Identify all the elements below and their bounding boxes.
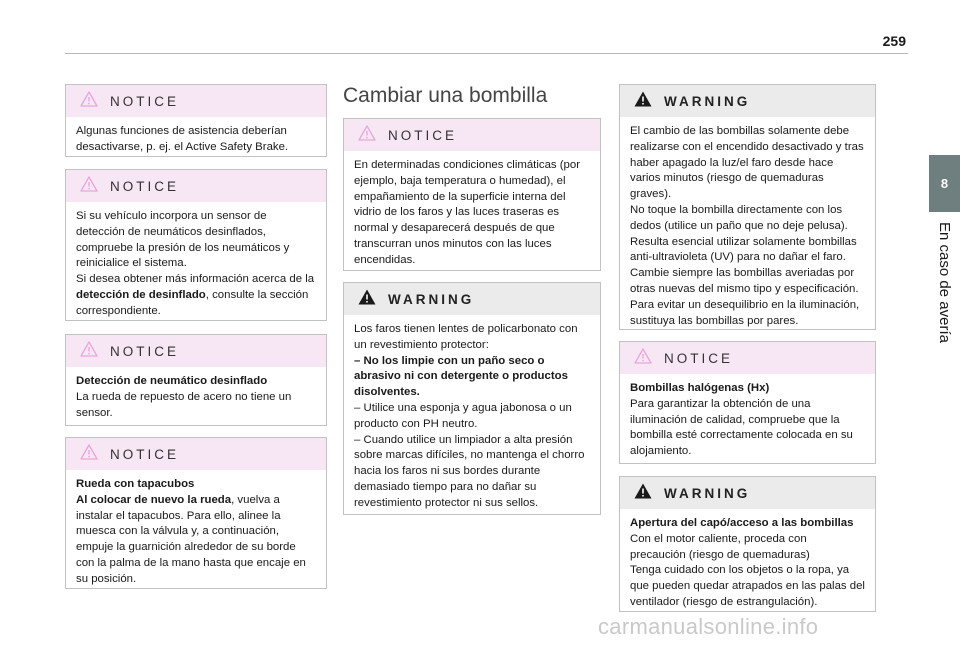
notice-triangle-icon bbox=[80, 176, 98, 197]
warning-title: Apertura del capó/acceso a las bombillas bbox=[630, 517, 854, 529]
notice-title: Rueda con tapacubos bbox=[76, 478, 195, 490]
notice-text: En determinadas condiciones climáticas (por ejemplo, baja temperatura o humedad), el empañamiento de la superficie interna del vidrio de los faros y las luces traseras es normal y desaparecerá después de que transcurran unos minutos con las luces encendidas. bbox=[354, 159, 581, 266]
chapter-title-vertical: En caso de avería bbox=[936, 222, 954, 343]
warning-text: El cambio de las bombillas solamente debe realizarse con el encendido desactivado y tras haber apagado la luz/el faro desde hace varios minutos (riesgo de quemaduras graves). bbox=[630, 125, 864, 201]
warning-item: – Cuando utilice un limpiador a alta presión sobre marcas difíciles, no mantenga el chorro hacia los faros ni sus bordes durante demasiado tiempo para no dañar su revestimiento protector ni sus sellos. bbox=[354, 433, 585, 509]
notice-text: Si desea obtener más información acerca de la detección de desinflado, consulte la sección correspondiente. bbox=[76, 273, 315, 317]
notice-text: Para garantizar la obtención de una iluminación de calidad, compruebe que la bombilla esté correctamente colocada en su alojamiento. bbox=[630, 397, 853, 458]
header-rule bbox=[65, 53, 908, 54]
notice-triangle-icon bbox=[634, 348, 652, 369]
warning-triangle-icon bbox=[358, 289, 376, 310]
section-title: Cambiar una bombilla bbox=[343, 84, 548, 107]
page-number: 259 bbox=[882, 33, 906, 49]
warning-label: WARNING bbox=[664, 93, 751, 109]
notice-box bbox=[65, 84, 327, 157]
warning-text: Tenga cuidado con los objetos o la ropa, ya que pueden quedar atrapados en las palas del ventilador (riesgo de estrangulación). bbox=[630, 564, 865, 608]
chapter-tab[interactable]: 8 bbox=[929, 155, 960, 212]
warning-box bbox=[619, 476, 876, 612]
notice-header bbox=[620, 342, 875, 374]
notice-triangle-icon bbox=[80, 444, 98, 465]
warning-header bbox=[620, 85, 875, 117]
notice-label: NOTICE bbox=[110, 446, 180, 462]
warning-box bbox=[343, 282, 601, 515]
warning-triangle-icon bbox=[634, 91, 652, 112]
warning-triangle-icon bbox=[634, 483, 652, 504]
warning-text: Con el motor caliente, proceda con precaución (riesgo de quemaduras) bbox=[630, 532, 810, 561]
warning-box bbox=[619, 84, 876, 330]
notice-triangle-icon bbox=[80, 341, 98, 362]
warning-label: WARNING bbox=[664, 485, 751, 501]
notice-label: NOTICE bbox=[110, 178, 180, 194]
notice-box bbox=[65, 437, 327, 589]
notice-box bbox=[619, 341, 876, 464]
notice-box bbox=[65, 334, 327, 426]
warning-text: Los faros tienen lentes de policarbonato con un revestimiento protector: bbox=[354, 323, 578, 351]
warning-label: WARNING bbox=[388, 291, 475, 307]
watermark: carmanualsonline.info bbox=[598, 614, 819, 639]
notice-header bbox=[66, 85, 326, 117]
notice-header bbox=[66, 335, 326, 367]
notice-header bbox=[66, 438, 326, 470]
warning-item: – Utilice una esponja y agua jabonosa o un producto con PH neutro. bbox=[354, 401, 572, 430]
warning-text: Cambie siempre las bombillas averiadas por otras nuevas del mismo tipo y especificación. Para evitar un desequilibrio en la iluminación, sustituya las bombillas por pares. bbox=[630, 267, 860, 327]
warning-header bbox=[620, 477, 875, 509]
notice-triangle-icon bbox=[358, 125, 376, 146]
notice-title: Bombillas halógenas (Hx) bbox=[630, 382, 770, 394]
notice-header bbox=[344, 119, 600, 151]
notice-box bbox=[343, 118, 601, 271]
notice-label: NOTICE bbox=[110, 343, 180, 359]
notice-text: Al colocar de nuevo la rueda, vuelva a instalar el tapacubos. Para ello, alinee la muesca con la válvula y, a continuación, empuje la guarnición alrededor de su borde con la palma de la mano hasta que encaje en su posición. bbox=[76, 493, 306, 585]
notice-text: Algunas funciones de asistencia deberían desactivarse, p. ej. el Active Safety Brake. bbox=[76, 125, 289, 153]
warning-item-bold: – No los limpie con un paño seco o abrasivo ni con detergente o productos disolventes. bbox=[354, 354, 568, 399]
notice-label: NOTICE bbox=[664, 350, 734, 366]
bold-term: detección de desinflado bbox=[76, 288, 206, 301]
notice-header bbox=[66, 170, 326, 202]
notice-label: NOTICE bbox=[110, 93, 180, 109]
warning-text: Resulta esencial utilizar solamente bombillas anti-ultravioleta (UV) para no dañar el faro. bbox=[630, 235, 857, 264]
notice-label: NOTICE bbox=[388, 127, 458, 143]
notice-text: La rueda de repuesto de acero no tiene un sensor. bbox=[76, 390, 292, 419]
warning-header bbox=[344, 283, 600, 315]
warning-text: No toque la bombilla directamente con los dedos (utilice un paño que no deje pelusa). bbox=[630, 203, 848, 232]
notice-title: Detección de neumático desinflado bbox=[76, 375, 268, 387]
notice-triangle-icon bbox=[80, 91, 98, 112]
notice-box bbox=[65, 169, 327, 321]
notice-text: Si su vehículo incorpora un sensor de detección de neumáticos desinflados, compruebe la presión de los neumáticos y reinicialice el sistema. bbox=[76, 210, 290, 270]
